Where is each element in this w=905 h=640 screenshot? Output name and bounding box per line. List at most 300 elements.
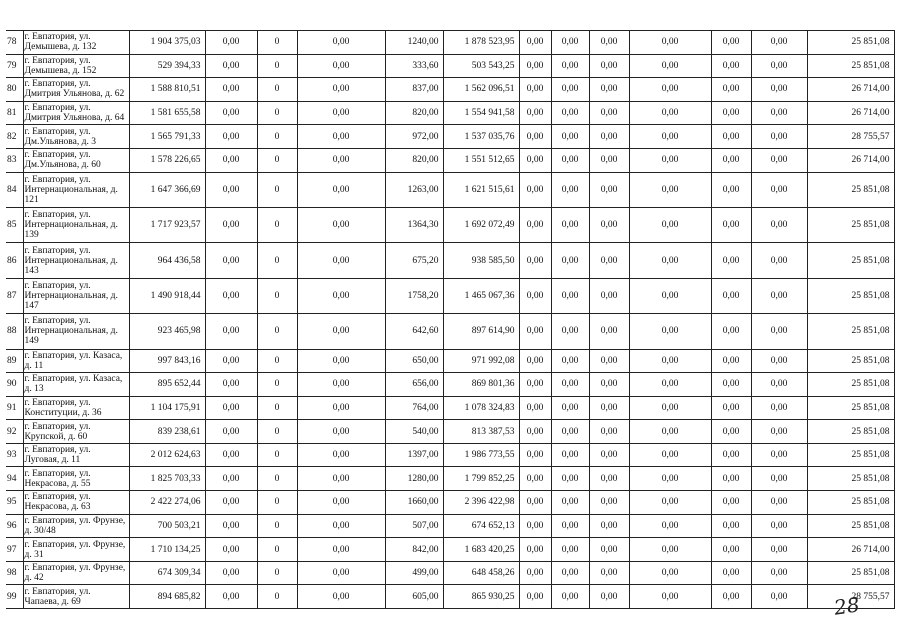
- table-row: [6, 31, 894, 55]
- value-cell: 0,00: [551, 373, 589, 397]
- value-cell: 0,00: [551, 420, 589, 444]
- area-cell: 1397,00: [385, 443, 443, 467]
- table-row: [6, 420, 894, 444]
- value-cell: 0,00: [629, 467, 711, 491]
- address-cell: г. Евпатория, ул. Демышева, д. 132: [23, 31, 129, 55]
- value-cell: 0,00: [711, 373, 751, 397]
- row-number-cell: 83: [6, 148, 23, 172]
- address-cell: г. Евпатория, ул. Чапаева, д. 69: [23, 585, 129, 609]
- area-cell: 650,00: [385, 349, 443, 373]
- value-cell: 0,00: [551, 467, 589, 491]
- value-cell: 0,00: [751, 467, 807, 491]
- area-cell: 1364,30: [385, 207, 443, 242]
- value-cell: 0,00: [589, 396, 629, 420]
- value-cell: 0,00: [751, 443, 807, 467]
- amount-cell: 1 683 420,25: [443, 538, 519, 562]
- table-row: [6, 491, 894, 515]
- area-cell: 1280,00: [385, 467, 443, 491]
- amount-cell: 25 851,08: [807, 31, 894, 55]
- value-cell: 0,00: [519, 243, 551, 278]
- value-cell: 0,00: [205, 148, 257, 172]
- value-cell: 0,00: [551, 349, 589, 373]
- total-cost-cell: 1 825 703,33: [129, 467, 205, 491]
- table-row: [6, 54, 894, 78]
- amount-cell: 26 714,00: [807, 101, 894, 125]
- amount-cell: 1 537 035,76: [443, 125, 519, 149]
- address-cell: г. Евпатория, ул. Интернациональная, д. 149: [23, 314, 129, 349]
- address-cell: г. Евпатория, ул. Дмитрия Ульянова, д. 64: [23, 101, 129, 125]
- value-cell: 0,00: [629, 420, 711, 444]
- value-cell: 0,00: [751, 243, 807, 278]
- value-cell: 0,00: [205, 561, 257, 585]
- area-cell: 333,60: [385, 54, 443, 78]
- value-cell: 0,00: [589, 514, 629, 538]
- address-cell: г. Евпатория, ул. Казаса, д. 13: [23, 373, 129, 397]
- amount-cell: 897 614,90: [443, 314, 519, 349]
- value-cell: 0,00: [711, 538, 751, 562]
- total-cost-cell: 700 503,21: [129, 514, 205, 538]
- count-cell: 0: [257, 491, 297, 515]
- amount-cell: 1 986 773,55: [443, 443, 519, 467]
- area-cell: 972,00: [385, 125, 443, 149]
- area-cell: 642,60: [385, 314, 443, 349]
- value-cell: 0,00: [205, 349, 257, 373]
- value-cell: 0,00: [629, 101, 711, 125]
- value-cell: 0,00: [297, 514, 385, 538]
- value-cell: 0,00: [629, 373, 711, 397]
- value-cell: 0,00: [519, 207, 551, 242]
- row-number-cell: 98: [6, 561, 23, 585]
- amount-cell: 971 992,08: [443, 349, 519, 373]
- row-number-cell: 78: [6, 31, 23, 55]
- address-cell: г. Евпатория, ул. Некрасова, д. 55: [23, 467, 129, 491]
- value-cell: 0,00: [751, 314, 807, 349]
- value-cell: 0,00: [551, 443, 589, 467]
- value-cell: 0,00: [519, 561, 551, 585]
- value-cell: 0,00: [629, 538, 711, 562]
- value-cell: 0,00: [205, 491, 257, 515]
- area-cell: 605,00: [385, 585, 443, 609]
- count-cell: 0: [257, 561, 297, 585]
- total-cost-cell: 674 309,34: [129, 561, 205, 585]
- value-cell: 0,00: [751, 538, 807, 562]
- address-cell: г. Евпатория, ул. Некрасова, д. 63: [23, 491, 129, 515]
- address-cell: г. Евпатория, ул. Конституции, д. 36: [23, 396, 129, 420]
- value-cell: 0,00: [297, 278, 385, 313]
- value-cell: 0,00: [711, 54, 751, 78]
- count-cell: 0: [257, 585, 297, 609]
- area-cell: 1240,00: [385, 31, 443, 55]
- count-cell: 0: [257, 148, 297, 172]
- amount-cell: 869 801,36: [443, 373, 519, 397]
- count-cell: 0: [257, 31, 297, 55]
- value-cell: 0,00: [551, 585, 589, 609]
- value-cell: 0,00: [297, 420, 385, 444]
- area-cell: 837,00: [385, 78, 443, 102]
- amount-cell: 25 851,08: [807, 396, 894, 420]
- value-cell: 0,00: [205, 585, 257, 609]
- value-cell: 0,00: [519, 538, 551, 562]
- table-row: [6, 538, 894, 562]
- row-number-cell: 97: [6, 538, 23, 562]
- value-cell: 0,00: [205, 78, 257, 102]
- value-cell: 0,00: [751, 585, 807, 609]
- value-cell: 0,00: [711, 396, 751, 420]
- row-number-cell: 95: [6, 491, 23, 515]
- value-cell: 0,00: [629, 54, 711, 78]
- total-cost-cell: 1 565 791,33: [129, 125, 205, 149]
- row-number-cell: 94: [6, 467, 23, 491]
- value-cell: 0,00: [519, 443, 551, 467]
- value-cell: 0,00: [589, 585, 629, 609]
- value-cell: 0,00: [551, 538, 589, 562]
- value-cell: 0,00: [589, 314, 629, 349]
- amount-cell: 25 851,08: [807, 443, 894, 467]
- value-cell: 0,00: [589, 538, 629, 562]
- area-cell: 1660,00: [385, 491, 443, 515]
- value-cell: 0,00: [711, 314, 751, 349]
- value-cell: 0,00: [589, 172, 629, 207]
- value-cell: 0,00: [629, 31, 711, 55]
- value-cell: 0,00: [751, 278, 807, 313]
- address-cell: г. Евпатория, ул. Казаса, д. 11: [23, 349, 129, 373]
- amount-cell: 25 851,08: [807, 172, 894, 207]
- value-cell: 0,00: [629, 561, 711, 585]
- address-cell: г. Евпатория, ул. Фрунзе, д. 30/48: [23, 514, 129, 538]
- value-cell: 0,00: [205, 443, 257, 467]
- value-cell: 0,00: [519, 125, 551, 149]
- value-cell: 0,00: [551, 172, 589, 207]
- amount-cell: 1 621 515,61: [443, 172, 519, 207]
- value-cell: 0,00: [629, 172, 711, 207]
- value-cell: 0,00: [551, 243, 589, 278]
- address-cell: г. Евпатория, ул. Интернациональная, д. 139: [23, 207, 129, 242]
- table-row: [6, 396, 894, 420]
- area-cell: 1263,00: [385, 172, 443, 207]
- value-cell: 0,00: [551, 561, 589, 585]
- amount-cell: 674 652,13: [443, 514, 519, 538]
- value-cell: 0,00: [751, 31, 807, 55]
- row-number-cell: 79: [6, 54, 23, 78]
- value-cell: 0,00: [519, 172, 551, 207]
- amount-cell: 865 930,25: [443, 585, 519, 609]
- value-cell: 0,00: [711, 514, 751, 538]
- value-cell: 0,00: [551, 314, 589, 349]
- value-cell: 0,00: [519, 148, 551, 172]
- amount-cell: 1 692 072,49: [443, 207, 519, 242]
- value-cell: 0,00: [751, 207, 807, 242]
- value-cell: 0,00: [551, 78, 589, 102]
- value-cell: 0,00: [519, 373, 551, 397]
- value-cell: 0,00: [519, 31, 551, 55]
- value-cell: 0,00: [711, 467, 751, 491]
- value-cell: 0,00: [205, 54, 257, 78]
- value-cell: 0,00: [589, 78, 629, 102]
- table-row: [6, 373, 894, 397]
- row-number-cell: 86: [6, 243, 23, 278]
- value-cell: 0,00: [519, 491, 551, 515]
- value-cell: 0,00: [551, 54, 589, 78]
- count-cell: 0: [257, 207, 297, 242]
- value-cell: 0,00: [205, 314, 257, 349]
- value-cell: 0,00: [551, 514, 589, 538]
- row-number-cell: 93: [6, 443, 23, 467]
- table-row: [6, 148, 894, 172]
- address-cell: г. Евпатория, ул. Интернациональная, д. 147: [23, 278, 129, 313]
- area-cell: 1758,20: [385, 278, 443, 313]
- count-cell: 0: [257, 349, 297, 373]
- value-cell: 0,00: [589, 125, 629, 149]
- value-cell: 0,00: [297, 101, 385, 125]
- table-row: [6, 207, 894, 242]
- area-cell: 540,00: [385, 420, 443, 444]
- table-row: [6, 514, 894, 538]
- value-cell: 0,00: [519, 396, 551, 420]
- amount-cell: 1 078 324,83: [443, 396, 519, 420]
- total-cost-cell: 2 012 624,63: [129, 443, 205, 467]
- value-cell: 0,00: [711, 172, 751, 207]
- value-cell: 0,00: [589, 243, 629, 278]
- value-cell: 0,00: [297, 585, 385, 609]
- area-cell: 499,00: [385, 561, 443, 585]
- value-cell: 0,00: [711, 243, 751, 278]
- amount-cell: 25 851,08: [807, 373, 894, 397]
- amount-cell: 1 554 941,58: [443, 101, 519, 125]
- value-cell: 0,00: [589, 349, 629, 373]
- table-row: [6, 278, 894, 313]
- amount-cell: 2 396 422,98: [443, 491, 519, 515]
- total-cost-cell: 529 394,33: [129, 54, 205, 78]
- value-cell: 0,00: [751, 373, 807, 397]
- value-cell: 0,00: [751, 125, 807, 149]
- address-cell: г. Евпатория, ул. Крупской, д. 60: [23, 420, 129, 444]
- value-cell: 0,00: [205, 101, 257, 125]
- amount-cell: 25 851,08: [807, 207, 894, 242]
- value-cell: 0,00: [205, 125, 257, 149]
- value-cell: 0,00: [551, 278, 589, 313]
- value-cell: 0,00: [551, 396, 589, 420]
- count-cell: 0: [257, 443, 297, 467]
- table-row: [6, 467, 894, 491]
- row-number-cell: 82: [6, 125, 23, 149]
- table-row: [6, 78, 894, 102]
- value-cell: 0,00: [205, 31, 257, 55]
- value-cell: 0,00: [751, 172, 807, 207]
- total-cost-cell: 2 422 274,06: [129, 491, 205, 515]
- value-cell: 0,00: [711, 278, 751, 313]
- value-cell: 0,00: [297, 538, 385, 562]
- row-number-cell: 85: [6, 207, 23, 242]
- value-cell: 0,00: [297, 207, 385, 242]
- value-cell: 0,00: [589, 31, 629, 55]
- amount-cell: 26 714,00: [807, 538, 894, 562]
- area-cell: 656,00: [385, 373, 443, 397]
- row-number-cell: 92: [6, 420, 23, 444]
- count-cell: 0: [257, 514, 297, 538]
- value-cell: 0,00: [589, 278, 629, 313]
- count-cell: 0: [257, 278, 297, 313]
- value-cell: 0,00: [519, 467, 551, 491]
- table-row: [6, 314, 894, 349]
- row-number-cell: 81: [6, 101, 23, 125]
- table-row: [6, 125, 894, 149]
- area-cell: 842,00: [385, 538, 443, 562]
- address-cell: г. Евпатория, ул. Луговая, д. 11: [23, 443, 129, 467]
- value-cell: 0,00: [205, 538, 257, 562]
- value-cell: 0,00: [629, 125, 711, 149]
- total-cost-cell: 1 578 226,65: [129, 148, 205, 172]
- value-cell: 0,00: [297, 125, 385, 149]
- value-cell: 0,00: [551, 125, 589, 149]
- count-cell: 0: [257, 172, 297, 207]
- amount-cell: 648 458,26: [443, 561, 519, 585]
- count-cell: 0: [257, 125, 297, 149]
- amount-cell: 1 551 512,65: [443, 148, 519, 172]
- amount-cell: 938 585,50: [443, 243, 519, 278]
- value-cell: 0,00: [629, 396, 711, 420]
- value-cell: 0,00: [589, 491, 629, 515]
- value-cell: 0,00: [297, 243, 385, 278]
- value-cell: 0,00: [519, 101, 551, 125]
- count-cell: 0: [257, 396, 297, 420]
- area-cell: 507,00: [385, 514, 443, 538]
- total-cost-cell: 997 843,16: [129, 349, 205, 373]
- row-number-cell: 89: [6, 349, 23, 373]
- count-cell: 0: [257, 54, 297, 78]
- value-cell: 0,00: [205, 420, 257, 444]
- value-cell: 0,00: [519, 54, 551, 78]
- amount-cell: 25 851,08: [807, 420, 894, 444]
- value-cell: 0,00: [519, 349, 551, 373]
- value-cell: 0,00: [205, 373, 257, 397]
- value-cell: 0,00: [751, 101, 807, 125]
- value-cell: 0,00: [205, 467, 257, 491]
- value-cell: 0,00: [297, 314, 385, 349]
- address-cell: г. Евпатория, ул. Дм.Ульянова, д. 3: [23, 125, 129, 149]
- count-cell: 0: [257, 467, 297, 491]
- value-cell: 0,00: [711, 443, 751, 467]
- count-cell: 0: [257, 243, 297, 278]
- total-cost-cell: 923 465,98: [129, 314, 205, 349]
- value-cell: 0,00: [751, 349, 807, 373]
- table-row: [6, 172, 894, 207]
- value-cell: 0,00: [629, 243, 711, 278]
- total-cost-cell: 1 104 175,91: [129, 396, 205, 420]
- count-cell: 0: [257, 101, 297, 125]
- amount-cell: 813 387,53: [443, 420, 519, 444]
- value-cell: 0,00: [711, 585, 751, 609]
- row-number-cell: 99: [6, 585, 23, 609]
- value-cell: 0,00: [205, 243, 257, 278]
- value-cell: 0,00: [629, 514, 711, 538]
- value-cell: 0,00: [297, 172, 385, 207]
- area-cell: 675,20: [385, 243, 443, 278]
- value-cell: 0,00: [551, 491, 589, 515]
- amount-cell: 28 755,57: [807, 125, 894, 149]
- total-cost-cell: 1 490 918,44: [129, 278, 205, 313]
- value-cell: 0,00: [519, 585, 551, 609]
- amount-cell: 25 851,08: [807, 561, 894, 585]
- value-cell: 0,00: [629, 278, 711, 313]
- value-cell: 0,00: [297, 54, 385, 78]
- value-cell: 0,00: [519, 314, 551, 349]
- value-cell: 0,00: [711, 420, 751, 444]
- count-cell: 0: [257, 420, 297, 444]
- total-cost-cell: 1 710 134,25: [129, 538, 205, 562]
- area-cell: 820,00: [385, 101, 443, 125]
- total-cost-cell: 1 904 375,03: [129, 31, 205, 55]
- address-cell: г. Евпатория, ул. Фрунзе, д. 42: [23, 561, 129, 585]
- value-cell: 0,00: [711, 561, 751, 585]
- amount-cell: 25 851,08: [807, 243, 894, 278]
- value-cell: 0,00: [519, 514, 551, 538]
- value-cell: 0,00: [711, 78, 751, 102]
- value-cell: 0,00: [751, 561, 807, 585]
- count-cell: 0: [257, 78, 297, 102]
- value-cell: 0,00: [297, 31, 385, 55]
- value-cell: 0,00: [589, 148, 629, 172]
- row-number-cell: 87: [6, 278, 23, 313]
- row-number-cell: 88: [6, 314, 23, 349]
- table-body: [6, 31, 894, 609]
- value-cell: 0,00: [589, 420, 629, 444]
- amount-cell: 1 799 852,25: [443, 467, 519, 491]
- value-cell: 0,00: [297, 148, 385, 172]
- value-cell: 0,00: [589, 443, 629, 467]
- value-cell: 0,00: [589, 54, 629, 78]
- table-row: [6, 585, 894, 609]
- amount-cell: 25 851,08: [807, 467, 894, 491]
- value-cell: 0,00: [589, 373, 629, 397]
- value-cell: 0,00: [751, 420, 807, 444]
- amount-cell: 25 851,08: [807, 278, 894, 313]
- amount-cell: 1 878 523,95: [443, 31, 519, 55]
- page-number: 28: [832, 592, 861, 620]
- total-cost-cell: 894 685,82: [129, 585, 205, 609]
- total-cost-cell: 1 588 810,51: [129, 78, 205, 102]
- value-cell: 0,00: [589, 101, 629, 125]
- total-cost-cell: 839 238,61: [129, 420, 205, 444]
- amount-cell: 25 851,08: [807, 514, 894, 538]
- value-cell: 0,00: [711, 207, 751, 242]
- value-cell: 0,00: [519, 78, 551, 102]
- area-cell: 764,00: [385, 396, 443, 420]
- value-cell: 0,00: [629, 78, 711, 102]
- value-cell: 0,00: [519, 278, 551, 313]
- amount-cell: 1 465 067,36: [443, 278, 519, 313]
- value-cell: 0,00: [205, 514, 257, 538]
- total-cost-cell: 895 652,44: [129, 373, 205, 397]
- count-cell: 0: [257, 314, 297, 349]
- amount-cell: 26 714,00: [807, 78, 894, 102]
- value-cell: 0,00: [297, 561, 385, 585]
- row-number-cell: 80: [6, 78, 23, 102]
- value-cell: 0,00: [751, 491, 807, 515]
- count-cell: 0: [257, 538, 297, 562]
- value-cell: 0,00: [629, 314, 711, 349]
- value-cell: 0,00: [629, 585, 711, 609]
- amount-cell: 25 851,08: [807, 54, 894, 78]
- total-cost-cell: 1 717 923,57: [129, 207, 205, 242]
- amount-cell: 25 851,08: [807, 491, 894, 515]
- value-cell: 0,00: [629, 349, 711, 373]
- value-cell: 0,00: [711, 148, 751, 172]
- value-cell: 0,00: [297, 491, 385, 515]
- value-cell: 0,00: [711, 349, 751, 373]
- row-number-cell: 90: [6, 373, 23, 397]
- value-cell: 0,00: [589, 561, 629, 585]
- table-row: [6, 243, 894, 278]
